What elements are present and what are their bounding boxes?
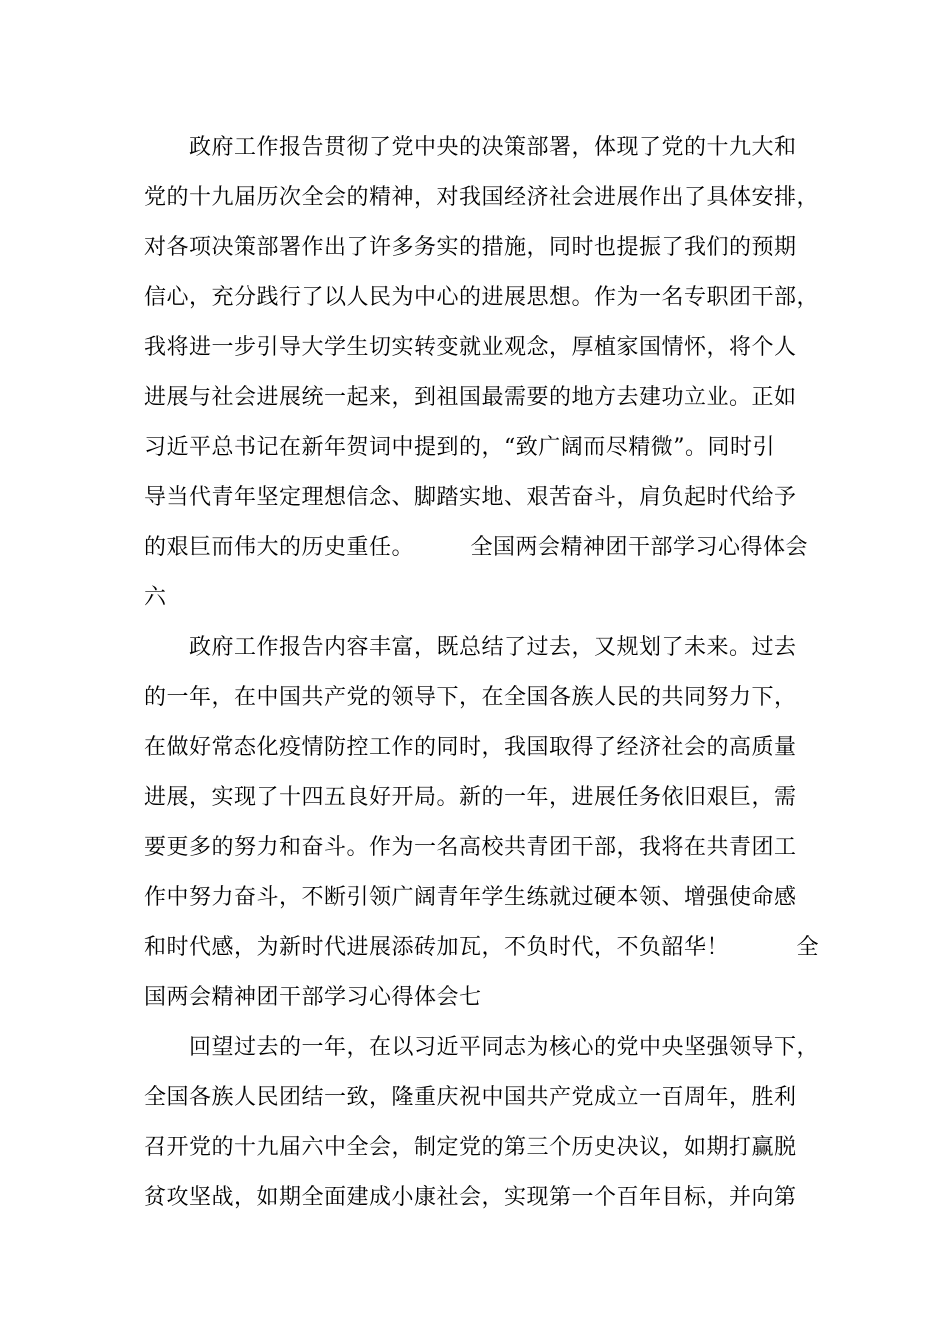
text-line: 在做好常态化疫情防控工作的同时，我国取得了经济社会的高质量 <box>144 735 797 760</box>
text-line: 要更多的努力和奋斗。作为一名高校共青团干部，我将在共青团工 <box>144 835 797 860</box>
text-line: 政府工作报告内容丰富，既总结了过去，又规划了未来。过去 <box>144 635 797 660</box>
text-line: 六 <box>144 585 167 610</box>
text-line: 对各项决策部署作出了许多务实的措施，同时也提振了我们的预期 <box>144 235 797 260</box>
text-line: 和时代感，为新时代进展添砖加瓦，不负时代，不负韶华！ 全 <box>144 935 820 960</box>
text-line: 回望过去的一年，在以习近平同志为核心的党中央坚强领导下， <box>144 1035 820 1060</box>
text-line: 全国各族人民团结一致，隆重庆祝中国共产党成立一百周年，胜利 <box>144 1085 797 1110</box>
text-line: 的艰巨而伟大的历史重任。 全国两会精神团干部学习心得体会 <box>144 535 809 560</box>
text-line: 国两会精神团干部学习心得体会七 <box>144 985 482 1010</box>
text-line: 信心，充分践行了以人民为中心的进展思想。作为一名专职团干部， <box>144 285 820 310</box>
text-line: 召开党的十九届六中全会，制定党的第三个历史决议，如期打赢脱 <box>144 1135 797 1160</box>
text-line: 作中努力奋斗，不断引领广阔青年学生练就过硬本领、增强使命感 <box>144 885 797 910</box>
text-line: 贫攻坚战，如期全面建成小康社会，实现第一个百年目标，并向第 <box>144 1185 797 1210</box>
text-line: 的一年，在中国共产党的领导下，在全国各族人民的共同努力下， <box>144 685 797 710</box>
text-line: 政府工作报告贯彻了党中央的决策部署，体现了党的十九大和 <box>144 135 797 160</box>
text-line: 导当代青年坚定理想信念、脚踏实地、艰苦奋斗，肩负起时代给予 <box>144 485 797 510</box>
text-line: 进展与社会进展统一起来，到祖国最需要的地方去建功立业。正如 <box>144 385 797 410</box>
text-line: 党的十九届历次全会的精神，对我国经济社会进展作出了具体安排， <box>144 185 820 210</box>
text-line: 进展，实现了十四五良好开局。新的一年，进展任务依旧艰巨，需 <box>144 785 797 810</box>
text-line: 习近平总书记在新年贺词中提到的，“致广阔而尽精微”。同时引 <box>144 435 775 460</box>
text-line: 我将进一步引导大学生切实转变就业观念，厚植家国情怀，将个人 <box>144 335 797 360</box>
